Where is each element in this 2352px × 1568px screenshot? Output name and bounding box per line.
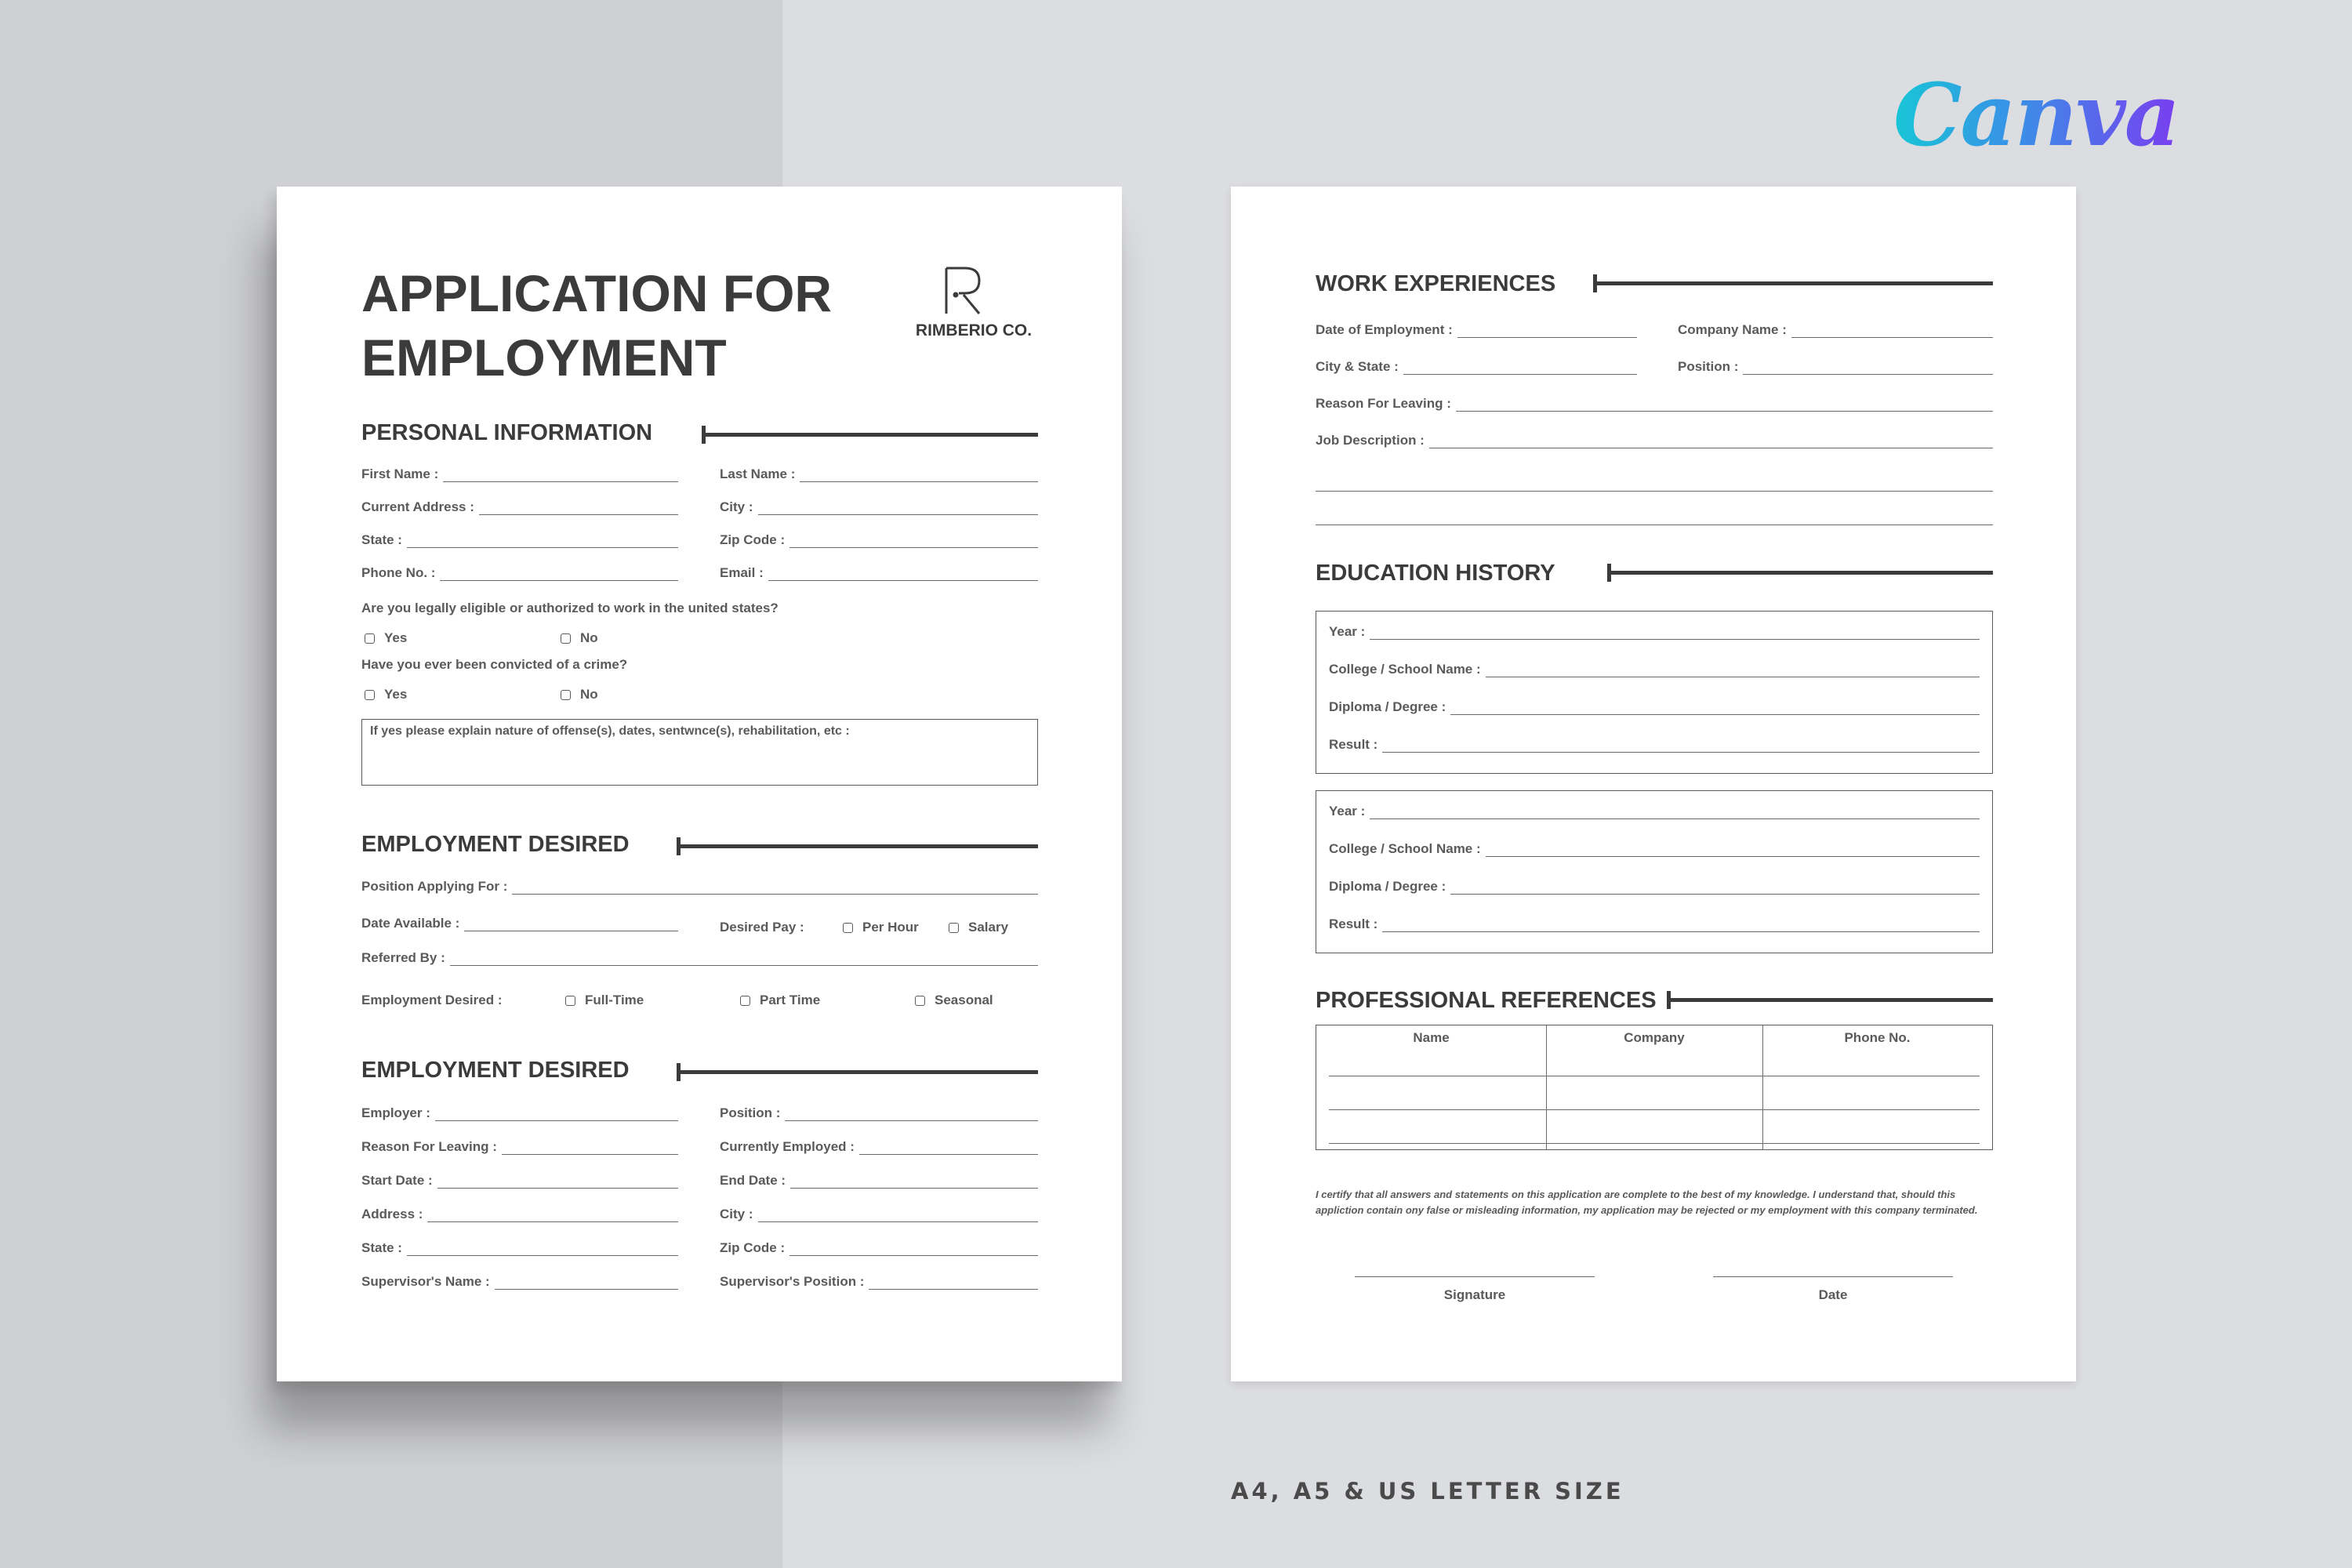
city-field[interactable]: City : [720,499,1038,515]
table-row[interactable] [1329,1143,1980,1144]
column-divider [1762,1025,1763,1149]
education-history-heading: EDUCATION HISTORY [1316,561,1555,586]
history-zip-field[interactable]: Zip Code : [720,1240,1038,1256]
zip-code-field[interactable]: Zip Code : [720,532,1038,548]
date-available-field[interactable]: Date Available : [361,916,678,931]
company-name-field[interactable]: Company Name : [1678,322,1993,338]
employment-desired-heading: EMPLOYMENT DESIRED [361,832,630,857]
canva-logo: Canva [1893,64,2179,165]
page-title: APPLICATION FOR EMPLOYMENT [361,264,833,387]
position-applying-field[interactable]: Position Applying For : [361,879,1038,895]
section-rule [677,1070,1038,1074]
current-address-field[interactable]: Current Address : [361,499,678,515]
education-entry-1 [1316,611,1993,774]
column-header-company: Company [1624,1030,1685,1045]
employment-history-heading: EMPLOYMENT DESIRED [361,1058,630,1083]
column-header-phone: Phone No. [1844,1030,1911,1045]
company-logo-icon [942,265,984,317]
email-field[interactable]: Email : [720,565,1038,581]
diploma-field[interactable]: Diploma / Degree : [1329,699,1980,715]
education-year-field[interactable]: Year : [1329,804,1980,819]
section-rule [1593,281,1993,285]
state-field[interactable]: State : [361,532,678,548]
education-entry-2 [1316,790,1993,953]
company-name: RIMBERIO CO. [915,321,1033,339]
section-rule [702,433,1038,437]
result-field[interactable]: Result : [1329,737,1980,753]
phone-field[interactable]: Phone No. : [361,565,678,581]
application-page-1 [277,187,1122,1381]
college-name-field[interactable]: College / School Name : [1329,662,1980,677]
salary-checkbox[interactable]: Salary [949,920,1008,935]
crime-no-checkbox[interactable]: No [561,687,598,702]
seasonal-checkbox[interactable]: Seasonal [915,993,993,1008]
desired-pay-label: Desired Pay : [720,920,804,935]
reason-leaving-field[interactable]: Reason For Leaving : [361,1139,678,1155]
references-table [1316,1025,1993,1150]
signature-line[interactable] [1355,1276,1595,1277]
end-date-field[interactable]: End Date : [720,1173,1038,1189]
personal-info-heading: PERSONAL INFORMATION [361,420,653,445]
currently-employed-field[interactable]: Currently Employed : [720,1139,1038,1155]
city-state-field[interactable]: City & State : [1316,359,1637,375]
result-field[interactable]: Result : [1329,916,1980,932]
application-page-2 [1231,187,2076,1381]
references-heading: PROFESSIONAL REFERENCES [1316,988,1657,1013]
column-header-name: Name [1413,1030,1450,1045]
certification-statement: I certify that all answers and statements on this application are complete to the best of my knowledge. I understand that, should this appliction contain ony false or misleading information, my application may be rejected or my employment with this company terminated. [1316,1189,1978,1216]
supervisor-name-field[interactable]: Supervisor's Name : [361,1274,678,1290]
section-rule [677,844,1038,848]
crime-question: Have you ever been convicted of a crime? [361,657,628,672]
part-time-checkbox[interactable]: Part Time [740,993,820,1008]
job-description-field[interactable]: Job Description : [1316,433,1993,448]
employment-type-label: Employment Desired : [361,993,503,1007]
college-name-field[interactable]: College / School Name : [1329,841,1980,857]
last-name-field[interactable]: Last Name : [720,466,1038,482]
eligible-yes-checkbox[interactable]: Yes [365,630,407,646]
history-state-field[interactable]: State : [361,1240,678,1256]
supervisor-position-field[interactable]: Supervisor's Position : [720,1274,1038,1290]
offense-explanation-label: If yes please explain nature of offense(s), dates, sentwnce(s), rehabilitation, etc : [370,724,850,738]
job-description-line[interactable] [1316,524,1993,525]
column-divider [1546,1025,1547,1149]
work-position-field[interactable]: Position : [1678,359,1993,375]
full-time-checkbox[interactable]: Full-Time [565,993,644,1008]
table-row[interactable] [1329,1109,1980,1110]
employer-field[interactable]: Employer : [361,1105,678,1121]
education-year-field[interactable]: Year : [1329,624,1980,640]
referred-by-field[interactable]: Referred By : [361,950,1038,966]
signature-label: Signature [1443,1287,1506,1302]
size-caption: A4, A5 & US LETTER SIZE [1231,1478,1624,1504]
date-label: Date [1818,1287,1848,1302]
eligible-no-checkbox[interactable]: No [561,630,598,646]
history-position-field[interactable]: Position : [720,1105,1038,1121]
first-name-field[interactable]: First Name : [361,466,678,482]
per-hour-checkbox[interactable]: Per Hour [843,920,919,935]
date-of-employment-field[interactable]: Date of Employment : [1316,322,1637,338]
job-description-line[interactable] [1316,491,1993,492]
history-address-field[interactable]: Address : [361,1207,678,1222]
diploma-field[interactable]: Diploma / Degree : [1329,879,1980,895]
history-city-field[interactable]: City : [720,1207,1038,1222]
eligibility-question: Are you legally eligible or authorized to work in the united states? [361,601,779,615]
start-date-field[interactable]: Start Date : [361,1173,678,1189]
section-rule [1667,998,1993,1002]
section-rule [1607,571,1993,575]
offense-explanation-box[interactable] [361,719,1038,786]
work-experiences-heading: WORK EXPERIENCES [1316,271,1556,296]
crime-yes-checkbox[interactable]: Yes [365,687,407,702]
work-reason-leaving-field[interactable]: Reason For Leaving : [1316,396,1993,412]
date-line[interactable] [1713,1276,1953,1277]
